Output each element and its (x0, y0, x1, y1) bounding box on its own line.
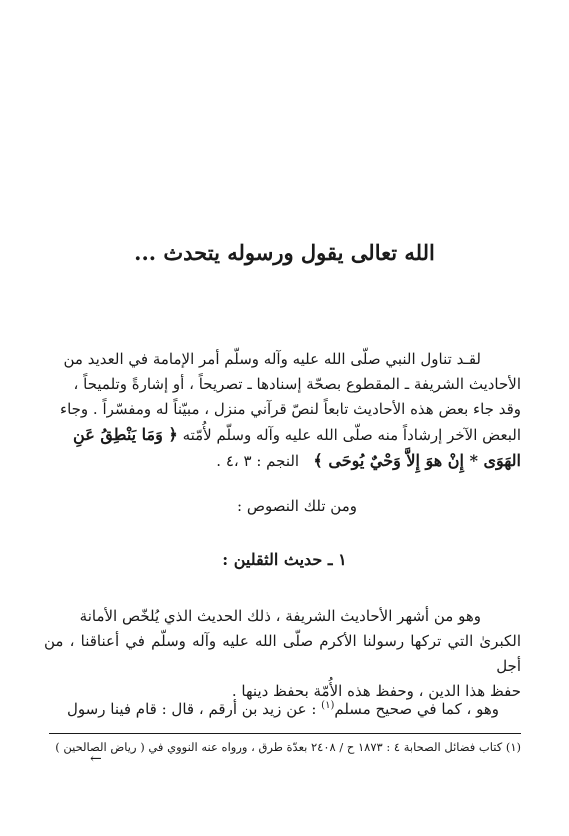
continuation-arrow-icon: ← (90, 751, 102, 767)
intro-line-1: لقـد تناول النبي صلّى الله عليه وآله وسلّم أمر الإمامة في العديد من (63, 350, 481, 368)
chapter-title: الله تعالى يقول ورسوله يتحدث ... (134, 240, 435, 265)
para3-before: وهو ، كما في صحيح مسلم (334, 700, 499, 718)
intro-line-3: وقد جاء بعض هذه الأحاديث تابعاً لنصّ قرآني منزل ، مبيّناً له ومفسّراً . وجاء (60, 400, 521, 418)
verse-reference: النجم : ٣ ،٤ . (216, 452, 300, 470)
intro-line-4-text: البعض الآخر إرشاداً منه صلّى الله عليه وآله وسلّم لأُمّته (182, 426, 521, 444)
para2-line-3: حفظ هذا الدين ، وحفظ هذه الأُمّة بحفظ دينها . (231, 682, 521, 700)
lead-in-text: ومن تلك النصوص : (237, 497, 357, 515)
quran-verse-start: ﴿ وَمَا يَنْطِقُ عَنِ (73, 425, 178, 444)
section-heading: ١ ـ حديث الثقلين : (222, 550, 347, 569)
intro-line-5 (44, 448, 521, 474)
para3-line-1 (44, 693, 521, 722)
intro-line-4 (44, 422, 521, 448)
para3-after: : عن زيد بن أرقم ، قال : قام فينا رسول (67, 700, 317, 718)
quran-verse-end: الهَوَى * إِنْ هوَ إِلاَّ وَحْيٌ يُوحَى ﴾ (313, 451, 521, 470)
para2-line-1: وهو من أشهر الأحاديث الشريفة ، ذلك الحديث الذي يُلخّص الأمانة (79, 607, 481, 625)
intro-line-2: الأحاديث الشريفة ـ المقطوع بصحّة إسنادها ـ تصريحاً ، أو إشارةً وتلميحاً ، (73, 375, 521, 393)
hadith-intro-paragraph (44, 693, 521, 722)
footnote-marker: (١) (321, 700, 335, 711)
intro-paragraph (44, 347, 521, 474)
footnote-divider (49, 733, 521, 734)
thaqalayn-paragraph (44, 604, 521, 704)
para2-line-2: الكبرىٰ التي تركها رسولنا الأكرم صلّى الله عليه وآله وسلّم في أعناقنا ، من أجل (44, 632, 521, 675)
footnote: (١) كتاب فضائل الصحابة ٤ : ١٨٧٣ ح / ٢٤٠٨ بعدّة طرق ، ورواه عنه النووي في ( رياض الصالحين ) (55, 740, 521, 754)
